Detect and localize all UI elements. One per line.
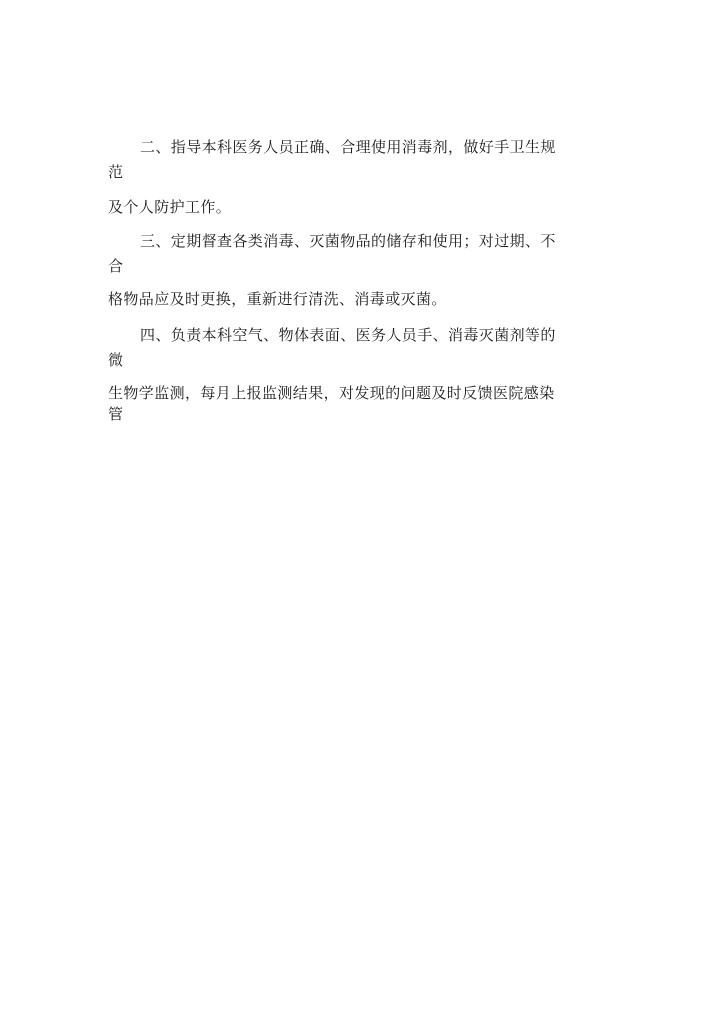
paragraph-4-line-1: 四、负责本科空气、物体表面、医务人员手、消毒灭菌剂等的 [140, 326, 556, 344]
paragraph-4-line-3: 生物学监测，每月上报监测结果，对发现的问题及时反馈医院感染 [108, 384, 555, 402]
paragraph-2-line-1: 二、指导本科医务人员正确、合理使用消毒剂，做好手卫生规 [140, 138, 556, 156]
paragraph-2-line-2: 范 [108, 163, 124, 181]
paragraph-4-line-4: 管 [108, 405, 124, 423]
paragraph-4-line-2: 微 [108, 351, 124, 369]
paragraph-2-line-3: 及个人防护工作。 [108, 198, 232, 216]
paragraph-3-line-1: 三、定期督查各类消毒、灭菌物品的储存和使用；对过期、不 [140, 232, 556, 250]
paragraph-3-line-3: 格物品应及时更换，重新进行清洗、消毒或灭菌。 [108, 290, 447, 308]
paragraph-3-line-2: 合 [108, 257, 124, 275]
